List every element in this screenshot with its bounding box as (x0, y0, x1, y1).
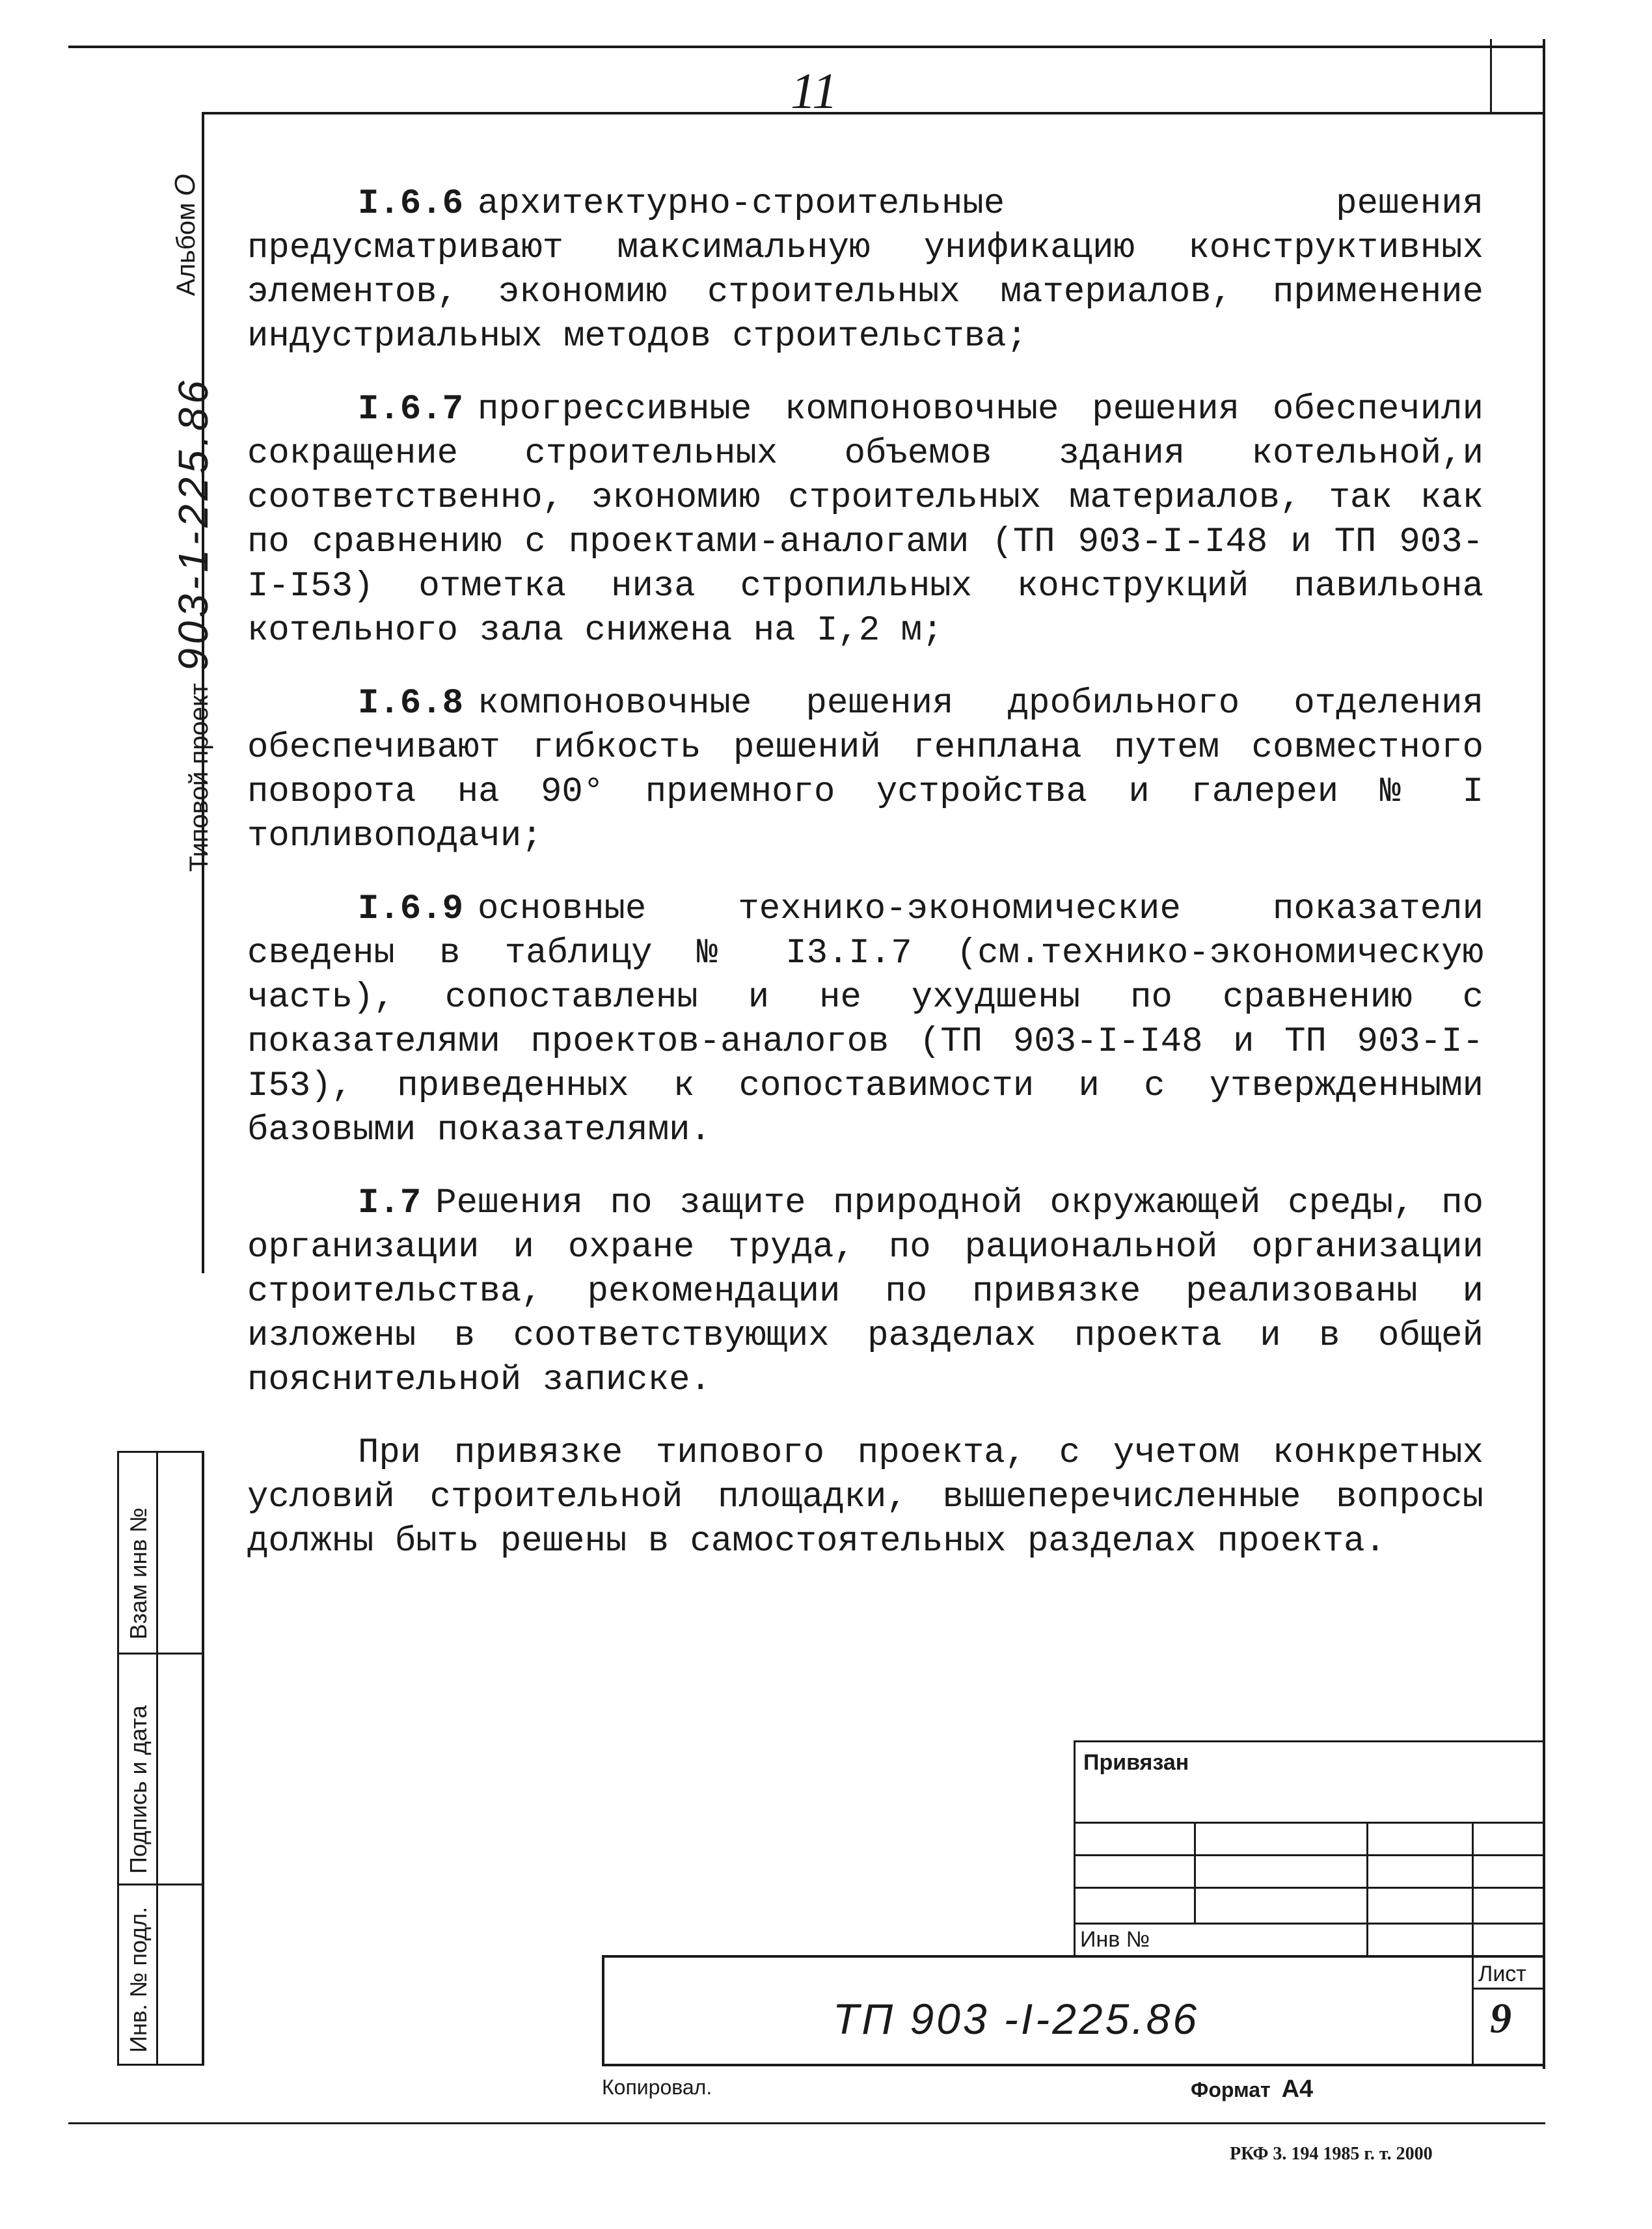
stamp-signature-date: Подпись и дата (125, 1705, 152, 1874)
sheet-number: 9 (1490, 1995, 1511, 2042)
paragraph-1-6-6: I.6.6 архитектурно-строительные решения предусматривают максимальную унификацию конструктивных элементов, экономию строительных материалов, применение индустриальных методов строительства; (247, 184, 1483, 357)
inv-label: Инв № (1080, 1927, 1150, 1952)
frame-inner-top-line (202, 112, 1545, 115)
frame-bottom-line (68, 2122, 1545, 2124)
attached-label: Привязан (1083, 1750, 1189, 1775)
copied-label: Копировал. (602, 2075, 712, 2099)
sheet-label: Лист (1478, 1962, 1526, 1986)
album-value: O (169, 174, 201, 196)
page-number: 11 (791, 62, 838, 119)
document-code: ТП 903 -I-225.86 (833, 1995, 1200, 2043)
format-label: Формат (1191, 2078, 1271, 2101)
paragraph-1-6-9: I.6.9 основные технико-экономические показатели сведены в таблицу № I3.I.7 (см.технико-экономическую часть), сопоставлены и не ухудшены по сравнению с показателями проектов-аналогов (ТП 903-I-I48 и ТП 903-I-I53), приведенных к сопоставимости и с утвержденными базовыми показателями. (247, 889, 1483, 1150)
album-stamp (169, 174, 202, 296)
paragraph-conclusion: При привязке типового проекта, с учетом конкретных условий строительной площадки, вышеперечисленные вопросы должны быть решены в самостоятельных разделах проекта. (247, 1433, 1483, 1561)
frame-top-line (68, 46, 1545, 48)
printer-note: РКФ 3. 194 1985 г. т. 2000 (1230, 2144, 1433, 2164)
project-stamp (169, 377, 217, 872)
format-stamp (1191, 2075, 1313, 2103)
project-code: 903-1-225.86 (170, 377, 217, 671)
frame-right-inner-line (1490, 39, 1492, 114)
format-value: А4 (1281, 2075, 1314, 2103)
stamp-inv-original: Инв. № подл. (125, 1906, 152, 2053)
paragraph-1-6-8: I.6.8 компоновочные решения дробильного отделения обеспечивают гибкость решений генплана путем совместного поворота на 90° приемного устройства и галереи № I топливоподачи; (247, 684, 1483, 856)
frame-right-line (1543, 39, 1545, 2069)
paragraph-1-6-7: I.6.7 прогрессивные компоновочные решения обеспечили сокращение строительных объемов здания котельной,и соответственно, экономию строительных материалов, так как по сравнению с проектами-аналогами (ТП 903-I-I48 и ТП 903-I-I53) отметка низа стропильных конструкций павильона котельного зала снижена на I,2 м; (247, 390, 1483, 651)
document-body (247, 182, 1483, 1564)
stamp-replace-inv: Взам инв № (125, 1507, 152, 1640)
project-label: Типовой проект (185, 682, 213, 872)
album-label: Альбом (172, 202, 200, 296)
paragraph-1-7: I.7 Решения по защите природной окружающей среды, по организации и охране труда, по рациональной организации строительства, рекомендации по привязке реализованы и изложены в соответствующих разделах проекта и в общей пояснительной записке. (247, 1183, 1483, 1400)
